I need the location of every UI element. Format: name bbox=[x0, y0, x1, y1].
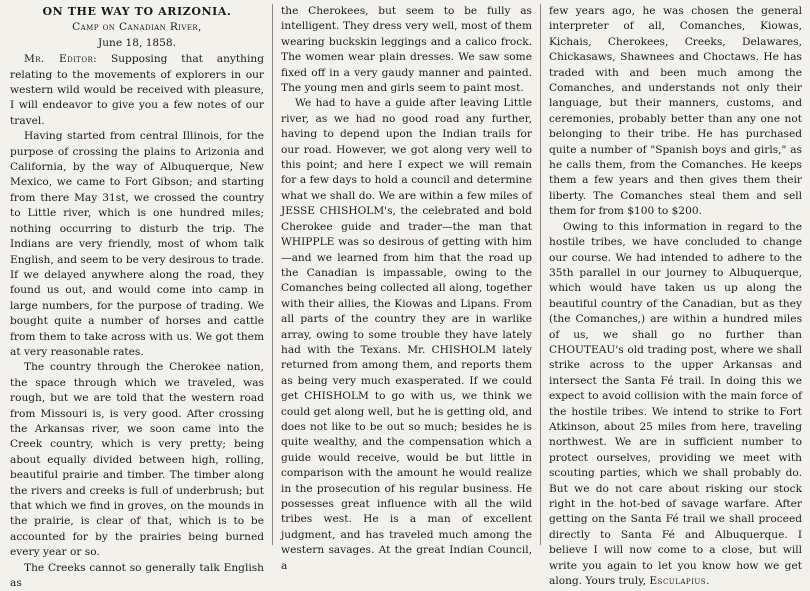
salutation: Mr. Editor: bbox=[24, 53, 98, 66]
paragraph-3: The country through the Cherokee nation, the space through which we traveled, was rough, but we are told that the western road from Missouri is, is very good. After crossing the Arkansas river, we soon came into the Creek country, which is very pretty; being about equally divided between high, rolling, beautiful prairie and timber. The timber along the rivers and creeks is full of underbrush; but that which we find in groves, on the mounds in the prairie, is clear of that, which is to be accounted for by the prairies being burned every year or so. bbox=[10, 361, 264, 559]
paragraph-2: Having started from central Illinois, for the purpose of crossing the plains to Arizonia and California, by the way of Albuquerque, New Mexico, we came to Fort Gibson; and starting from there May 31st, we crossed the country to Little river, which is one hundred miles; nothing occurring to disturb the trip. The Indians are very friendly, most of whom talk English, and seem to be very desirous to trade. If we delayed anywhere along the road, they found us out, and would come into camp in large numbers, for the purpose of trading. We bought quite a number of horses and cattle from them to take across with us. We got them at very reasonable rates. bbox=[10, 130, 264, 358]
paragraph-5: the Cherokees, but seem to be fully as intelligent. They dress very well, most of them wearing buckskin leggings and a calico frock. The women wear plain dresses. We saw some fixed off in a very gaudy manner and painted. The young men and girls seem to paint most. bbox=[281, 5, 532, 95]
paragraph-1 bbox=[10, 52, 264, 129]
paragraph-7: few years ago, he was chosen the general interpreter of all, Comanches, Kiowas, Kichais, Cherokees, Creeks, Delawares, Chickasaws, Shawnees and Choctaws. He has traded with and been much among the Comanches, and understands not only their language, but their manners, customs, and ceremonies, probably better than any one not belonging to their tribe. He has purchased quite a number of "Spanish boys and girls," as he calls them, from the Comanches. He keeps them a few years and then gives them their liberty. The Comanches steal them and sell them for from $100 to $200. bbox=[549, 5, 802, 218]
column-3 bbox=[540, 4, 804, 588]
article-headline: ON THE WAY TO ARIZONIA. bbox=[42, 5, 232, 18]
paragraph-1-text: Supposing that anything relating to the movements of explorers in our western wild would be received with pleasure, I will endeavor to give you a few notes of our travel. bbox=[10, 53, 264, 127]
paragraph-8 bbox=[549, 220, 802, 590]
column-1 bbox=[6, 4, 272, 590]
paragraph-4: The Creeks cannot so generally talk English as bbox=[10, 561, 264, 590]
article-dateline: Camp on Canadian River, bbox=[72, 21, 202, 34]
paragraph-8-text: Owing to this information in regard to the hostile tribes, we have concluded to change our course. We had intended to adhere to the 35th parallel in our journey to Albuquerque, which would have taken us up along the beautiful country of the Canadian, but as they (the Comanches,) are within a hundred miles of us, we shall go no further than CHOUTEAU's old trading post, where we shall strike across to the upper Arkansas and intersect the Santa Fé trail. In doing this we expect to avoid collision with the main force of the hostile tribes. We intend to strike to Fort Atkinson, about 25 miles from here, traveling northwest. We are in sufficient number to protect ourselves, providing we meet with scouting parties, which we shall probably do. But we do not care about risking our stock right in the hot-bed of savage warfare. After getting on the Santa Fé trail we shall proceed directly to Santa Fé and Albuquerque. I believe I will now come to a close, but will write you again to let you know how we get along. Yours truly, bbox=[549, 220, 802, 588]
column-2 bbox=[272, 4, 540, 572]
paragraph-6: We had to have a guide after leaving Little river, as we had no good road any further, having to depend upon the Indian trails for our road. However, we got along very well to this point; and here I expect we will remain for a few days to hold a council and determine what we shall do. We are within a few miles of JESSE CHISHOLM's, the celebrated and bold Cherokee guide and trader—the man that WHIPPLE was so desirous of getting with him—and we learned from him that the road up the Canadian is impassable, owing to the Comanches being collected all along, together with their allies, the Kiowas and Lipans. From all parts of the country they are in warlike array, owing to some trouble they have lately had with the Texans. Mr. CHISHOLM lately returned from among them, and reports them as being very much exasperated. If we could get CHISHOLM to go with us, we think we could get along well, but he is getting old, and does not like to be out so much; besides he is quite wealthy, and the compensation which a guide would receive, would be but little in comparison with the amount he would realize in the prosecution of his regular business. He possesses great influence with all the wild tribes west. He is a man of excellent judgment, and has traveled much among the western savages. At the great Indian Council, a bbox=[281, 97, 532, 572]
signature: Esculapius. bbox=[649, 575, 710, 588]
article-date: June 18, 1858. bbox=[97, 36, 177, 49]
